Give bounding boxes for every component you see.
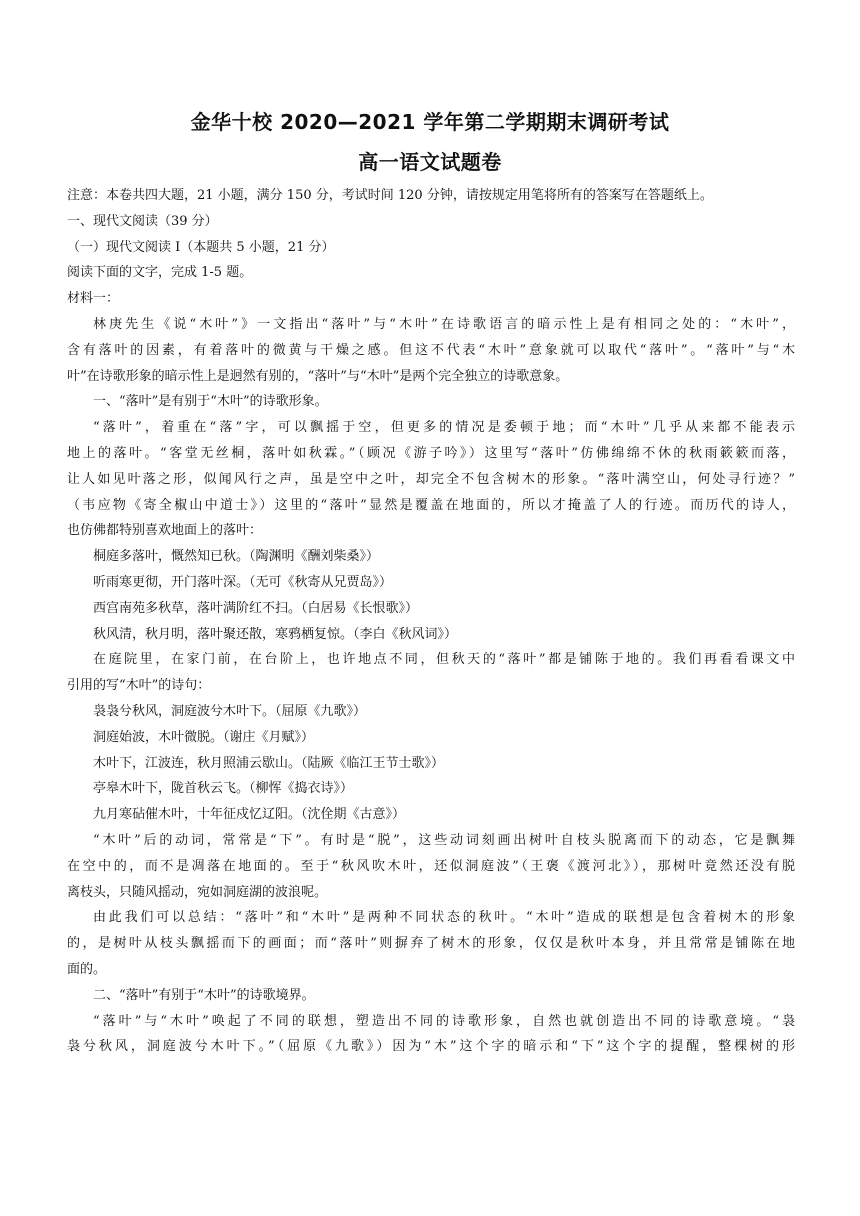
paragraph-line: 也仿佛都特别喜欢地面上的落叶： — [67, 523, 263, 539]
paragraph-line: 林庚先生《说“木叶”》一文指出“落叶”与“木叶”在诗歌语言的暗示性上是有相同之处的：“木叶”， — [93, 316, 795, 332]
exam-subtitle: 高一语文试题卷 — [358, 150, 502, 174]
poem-quote: 听雨寒更彻，开门落叶深。（无可《秋寄从兄贾岛》） — [93, 574, 393, 590]
paragraph-line: “木叶”后的动词，常常是“下”。有时是“脱”，这些动词刻画出树叶自枝头脱离而下的动态，它是飘舞 — [93, 832, 795, 848]
section-heading: 一、现代文阅读（39 分） — [67, 213, 218, 229]
paragraph-line: （韦应物《寄全椒山中道士》）这里的“落叶”显然是覆盖在地面的，所以才掩盖了人的行迹。而历代的诗人， — [67, 497, 795, 513]
paragraph-line: 让人如见叶落之形，似闻风行之声，虽是空中之叶，却完全不包含树木的形象。“落叶满空山，何处寻行迹？” — [67, 471, 795, 487]
paragraph-line: 叶”在诗歌形象的暗示性上是迥然有别的，“落叶”与“木叶”是两个完全独立的诗歌意象。 — [67, 368, 569, 384]
poem-quote: 洞庭始波，木叶微脱。（谢庄《月赋》） — [93, 729, 315, 745]
poem-quote: 木叶下，江波连，秋月照浦云歇山。（陆厥《临江王节士歌》） — [93, 755, 445, 771]
poem-quote: 桐庭多落叶，慨然知已秋。（陶渊明《酬刘柴桑》） — [93, 549, 380, 565]
subsection-heading: （一）现代文阅读 I（本题共 5 小题，21 分） — [67, 239, 335, 255]
poem-quote: 秋风清，秋月明，落叶聚还散，寒鸦栖复惊。（李白《秋风词》） — [93, 626, 458, 642]
paragraph-line: 含有落叶的因素，有着落叶的微黄与干燥之感。但这不代表“木叶”意象就可以取代“落叶”。“落叶”与“木 — [67, 342, 795, 358]
material-label: 材料一： — [67, 291, 120, 307]
poem-quote: 袅袅兮秋风，洞庭波兮木叶下。（屈原《九歌》） — [93, 703, 367, 719]
paragraph-line: 由此我们可以总结：“落叶”和“木叶”是两种不同状态的秋叶。“木叶”造成的联想是包含着树木的形象 — [93, 910, 795, 926]
paragraph-line: 在空中的，而不是凋落在地面的。至于“秋风吹木叶，还似洞庭波”（王褒《渡河北》），那树叶竟然还没有脱 — [67, 858, 795, 874]
poem-quote: 亭皋木叶下，陇首秋云飞。（柳恽《捣衣诗》） — [93, 781, 354, 797]
passage-heading: 一、“落叶”是有别于“木叶”的诗歌形象。 — [93, 394, 328, 410]
paragraph-line: 地上的落叶。“客堂无丝桐，落叶如秋霖。”（顾况《游子吟》）这里写“落叶”仿佛绵绵不休的秋雨簌簌而落， — [67, 445, 795, 461]
exam-notice: 注意：本卷共四大题，21 小题，满分 150 分，考试时间 120 分钟，请按规定用笔将所有的答案写在答题纸上。 — [67, 188, 713, 203]
poem-quote: 九月寒砧催木叶，十年征戍忆辽阳。（沈佺期《古意》） — [93, 807, 406, 823]
poem-quote: 西宫南苑多秋草，落叶满阶红不扫。（白居易《长恨歌》） — [93, 600, 419, 616]
paragraph-line: “落叶”与“木叶”唤起了不同的联想，塑造出不同的诗歌形象，自然也就创造出不同的诗歌意境。“袅 — [93, 1013, 795, 1029]
paragraph-line: 离枝头，只随风摇动，宛如洞庭湖的波浪呢。 — [67, 884, 328, 900]
paragraph-line: 引用的写“木叶”的诗句： — [67, 678, 211, 694]
document-body — [67, 183, 795, 1060]
paragraph-line: 面的。 — [67, 961, 107, 977]
reading-directive: 阅读下面的文字，完成 1-5 题。 — [67, 265, 253, 281]
paragraph-line: “落叶”，着重在“落”字，可以飘摇于空，但更多的情况是委顿于地；而“木叶”几乎从来都不能表示 — [93, 420, 795, 436]
paragraph-line: 袅兮秋风，洞庭波兮木叶下。”（屈原《九歌》）因为“木”这个字的暗示和“下”这个字的提醒，整棵树的形 — [67, 1039, 795, 1055]
exam-title: 金华十校 2020—2021 学年第二学期期末调研考试 — [190, 110, 670, 134]
paragraph-line: 在庭院里，在家门前，在台阶上，也许地点不同，但秋天的“落叶”都是铺陈于地的。我们再看看课文中 — [93, 652, 795, 668]
paragraph-line: 的，是树叶从枝头飘摇而下的画面；而“落叶”则摒弃了树木的形象，仅仅是秋叶本身，并且常常是铺陈在地 — [67, 936, 795, 952]
passage-heading: 二、“落叶”有别于“木叶”的诗歌境界。 — [93, 987, 315, 1003]
